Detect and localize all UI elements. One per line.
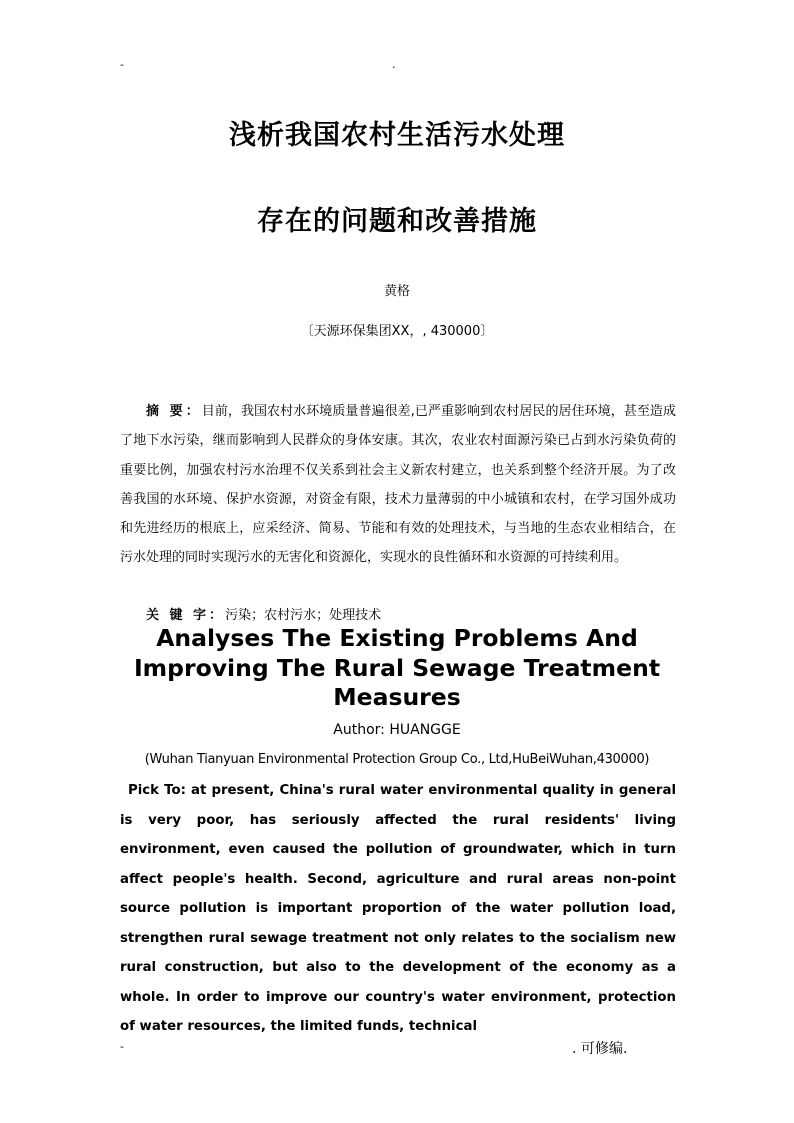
chinese-title-line-1: 浅析我国农村生活污水处理	[229, 120, 565, 151]
chinese-affiliation: 〔天源环保集团XX，, 430000〕	[300, 324, 494, 339]
chinese-abstract-label: 摘 要：	[146, 404, 202, 419]
chinese-author: 黄格	[383, 284, 410, 299]
footer-left-mark: -	[120, 1040, 124, 1053]
chinese-title-line-2: 存在的问题和改善措施	[257, 206, 537, 237]
english-title: Analyses The Existing Problems And Improving The Rural Sewage Treatment Measures	[133, 624, 661, 711]
header-left-mark: -	[120, 58, 124, 71]
chinese-keywords-text: 污染；农村污水；处理技术	[225, 608, 382, 623]
english-author: Author: HUANGGE	[333, 722, 461, 738]
chinese-abstract	[120, 397, 676, 573]
footer-editable-note: . 可修编.	[572, 1041, 628, 1057]
chinese-keywords-label: 关 键 字：	[146, 608, 226, 623]
english-affiliation: (Wuhan Tianyuan Environmental Protection Group Co., Ltd,HuBeiWuhan,430000)	[144, 752, 650, 767]
chinese-abstract-text: 目前，我国农村水环境质量普遍很差,已严重影响到农村居民的居住环境，甚至造成了地下水污染，继而影响到人民群众的身体安康。其次，农业农村面源污染已占到水污染负荷的重要比例，加强农村污水治理不仅关系到社会主义新农村建立，也关系到整个经济开展。为了改善我国的水环境、保护水资源，对资金有限，技术力量薄弱的中小城镇和农村，在学习国外成功和先进经历的根底上，应采经济、简易、节能和有效的处理技术，与当地的生态农业相结合，在污水处理的同时实现污水的无害化和资源化，实现水的良性循环和水资源的可持续利用。	[120, 404, 676, 566]
chinese-keywords	[146, 604, 381, 623]
english-abstract: Pick To: at present, China's rural water environmental quality in general is very poor, has seriously affected the rural residents' living environment, even caused the pollution of groundwater, which in turn affect people's health. Second, agriculture and rural areas non-point source pollution is important proportion of the water pollution load, strengthen rural sewage treatment not only relates to the socialism new rural construction, but also to the development of the economy as a whole. In order to improve our country's water environment, protection of water resources, the limited funds, technical	[120, 783, 676, 1034]
header-center-mark: .	[392, 58, 396, 71]
